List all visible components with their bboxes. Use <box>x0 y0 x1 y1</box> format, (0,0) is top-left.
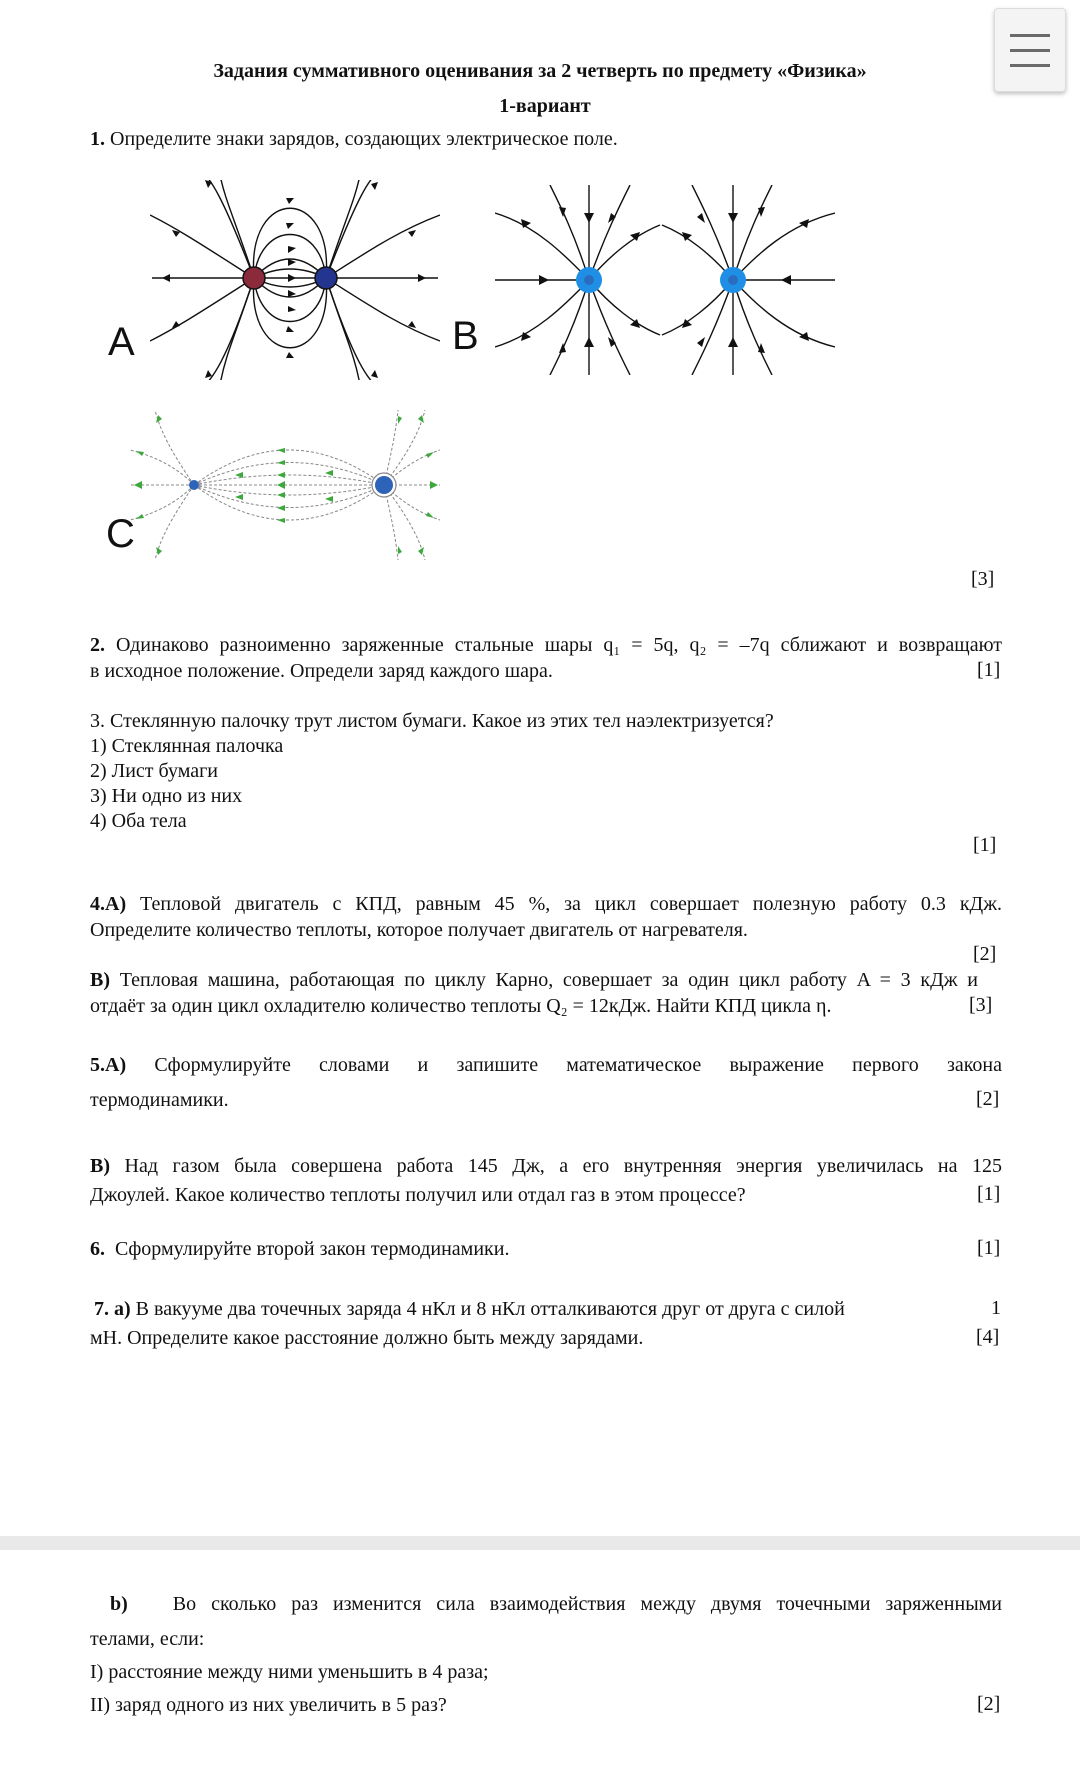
question-6: 6. Сформулируйте второй закон термодинамики. <box>90 1238 510 1260</box>
question-3: 3. Стеклянную палочку трут листом бумаги. Какое из этих тел наэлектризуется? <box>90 710 774 732</box>
question-text: Определите знаки зарядов, создающих электрическое поле. <box>110 128 618 150</box>
score-q3: [1] <box>973 834 997 856</box>
charge-blue <box>315 267 337 289</box>
question-2-line1: 2. Одинаково разноименно заряженные стальные шары q₁ = 5q, q₂ = –7q сближают и возвращают <box>90 634 1003 656</box>
question-7a-trail: 1 <box>991 1297 1001 1319</box>
question-number: 1. <box>90 128 105 150</box>
page-title: Задания суммативного оценивания за 2 четверть по предмету «Физика» <box>213 60 867 82</box>
field-diagram-b <box>495 185 835 375</box>
score-q4a: [2] <box>973 943 997 965</box>
question-4b-line2: отдаёт за один цикл охладителю количество теплоты Q₂ = 12кДж. Найти КПД цикла η. <box>90 995 832 1017</box>
field-diagram-a <box>150 180 440 380</box>
question-5b-line1: B) Над газом была совершена работа 145 Дж, а его внутренняя энергия увеличилась на 125 <box>90 1155 1002 1177</box>
question-7b-item2: II) заряд одного из них увеличить в 5 раз? <box>90 1694 447 1716</box>
option-4: 4) Оба тела <box>90 810 187 832</box>
question-2-line2: в исходное положение. Определи заряд каждого шара. <box>90 660 553 682</box>
score-q6: [1] <box>977 1237 1001 1259</box>
question-5a-line1: 5.A) Сформулируйте словами и запишите математическое выражение первого закона <box>90 1054 1002 1076</box>
question-7b-line1: b) Во сколько раз изменится сила взаимодействия между двумя точечными заряженными <box>110 1593 1002 1615</box>
score-q7a: [4] <box>976 1326 1000 1348</box>
charge-small <box>189 480 199 490</box>
field-diagram-c <box>130 410 440 560</box>
label-c: C <box>106 512 135 556</box>
question-7a-line2: мН. Определите какое расстояние должно быть между зарядами. <box>90 1327 644 1349</box>
question-1 <box>90 127 618 151</box>
score-q7b: [2] <box>977 1693 1001 1715</box>
score-q5a: [2] <box>976 1088 1000 1110</box>
charge-red <box>243 267 265 289</box>
question-7a-line1: 7. а) В вакууме два точечных заряда 4 нКл и 8 нКл отталкиваются друг от друга с силой <box>94 1298 845 1320</box>
page-separator <box>0 1536 1080 1550</box>
option-2: 2) Лист бумаги <box>90 760 218 782</box>
question-4a-line1: 4.A) Тепловой двигатель с КПД, равным 45 %, за цикл совершает полезную работу 0.3 кДж. <box>90 893 1003 915</box>
label-a: A <box>108 320 135 364</box>
question-4b-line1: B) Тепловая машина, работающая по циклу Карно, совершает за один цикл работу A = 3 кДж и <box>90 969 978 991</box>
label-b: B <box>452 314 479 358</box>
score-q4b: [3] <box>969 994 993 1016</box>
charge-large <box>375 476 393 494</box>
question-5b-line2: Джоулей. Какое количество теплоты получил или отдал газ в этом процессе? <box>90 1184 746 1206</box>
score-q5b: [1] <box>977 1183 1001 1205</box>
option-1: 1) Стеклянная палочка <box>90 735 284 757</box>
variant-title: 1-вариант <box>499 95 591 117</box>
score-q2: [1] <box>977 659 1001 681</box>
question-5a-line2: термодинамики. <box>90 1089 229 1111</box>
option-3: 3) Ни одно из них <box>90 785 243 807</box>
question-7b-line2: телами, если: <box>90 1628 205 1650</box>
question-7b-item1: I) расстояние между ними уменьшить в 4 раза; <box>90 1661 489 1683</box>
question-4a-line2: Определите количество теплоты, которое получает двигатель от нагревателя. <box>90 919 748 941</box>
worksheet-page-2 <box>0 1550 1080 1765</box>
score-q1: [3] <box>971 568 995 590</box>
